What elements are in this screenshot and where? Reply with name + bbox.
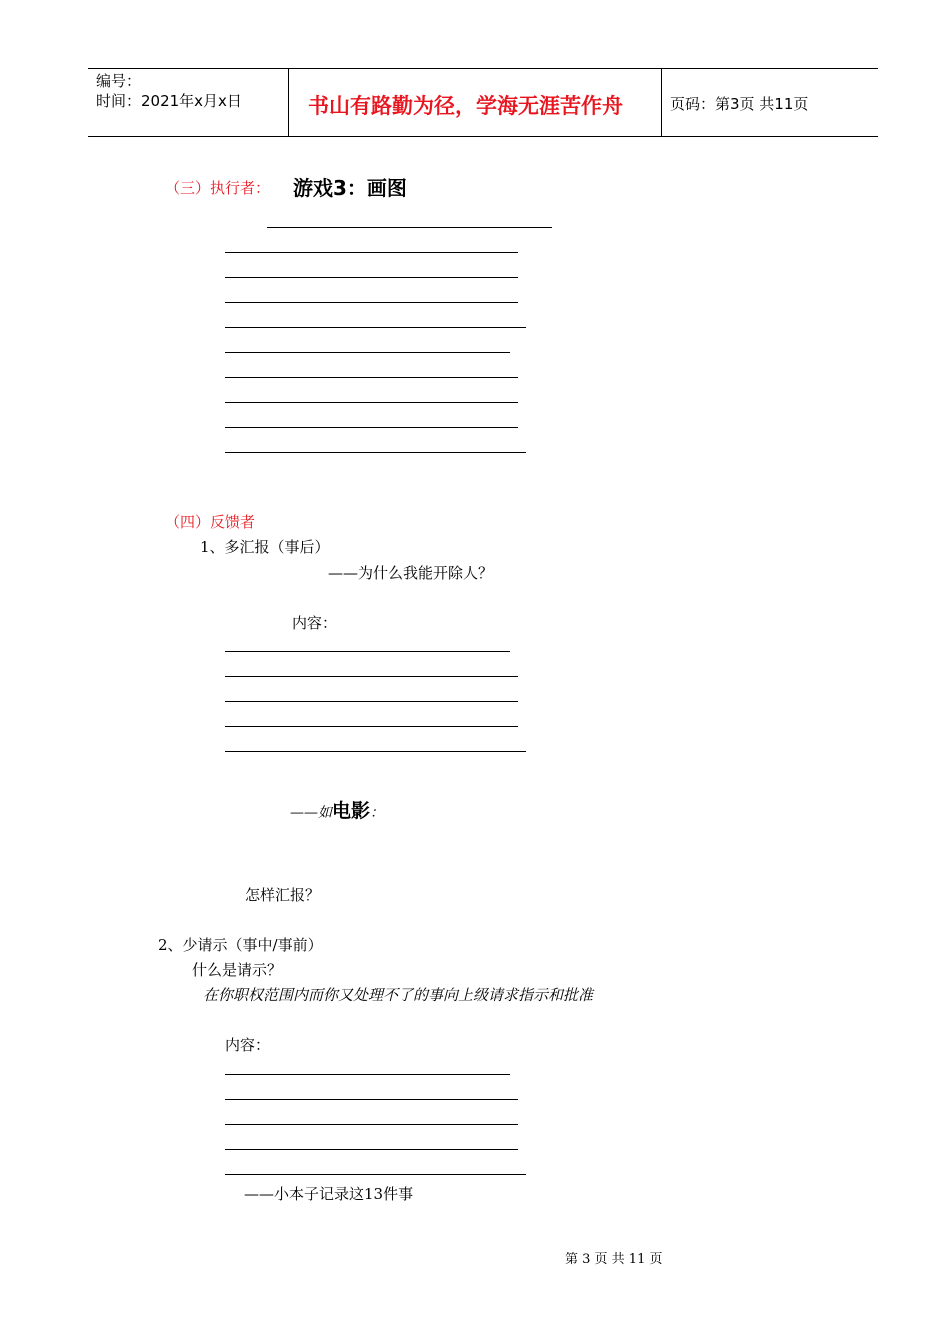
header-bottom-border xyxy=(88,136,878,137)
blank-line xyxy=(225,327,526,328)
movie-example xyxy=(290,796,384,823)
request-definition: 在你职权范围内而你又处理不了的事向上级请求指示和批准 xyxy=(203,986,594,1004)
notebook-note: ——小本子记录这13件事 xyxy=(244,1185,414,1203)
blank-line xyxy=(225,302,518,303)
blank-line xyxy=(225,277,518,278)
content-label-2: 内容： xyxy=(225,1036,271,1054)
blank-line xyxy=(225,452,526,453)
blank-line xyxy=(267,227,552,228)
header-divider-right xyxy=(661,68,662,136)
page-footer: 第 3 页 共 11 页 xyxy=(565,1252,663,1267)
blank-line xyxy=(225,1174,526,1175)
item1-subtitle: ——为什么我能开除人？ xyxy=(328,564,494,582)
what-is-request: 什么是请示？ xyxy=(192,961,283,979)
blank-line xyxy=(225,252,518,253)
blank-line xyxy=(225,726,518,727)
how-to-report: 怎样汇报？ xyxy=(245,886,321,904)
blank-line xyxy=(225,1124,518,1125)
header-motto: 书山有路勤为径，学海无涯苦作舟 xyxy=(308,94,623,118)
movie-prefix: ——如 xyxy=(290,805,332,821)
item2-heading: 2、少请示（事中/事前） xyxy=(158,936,323,954)
section3-label: （三）执行者： xyxy=(165,179,271,197)
section4-label: （四）反馈者 xyxy=(165,513,256,531)
item1-heading: 1、多汇报（事后） xyxy=(200,538,330,556)
blank-line xyxy=(225,751,526,752)
blank-line xyxy=(225,352,510,353)
header-divider-left xyxy=(288,68,289,136)
blank-line xyxy=(225,701,518,702)
document-time-label: 时间：2021年x月x日 xyxy=(96,92,242,110)
header-top-border xyxy=(88,68,878,69)
blank-line xyxy=(225,427,518,428)
blank-line xyxy=(225,402,518,403)
blank-line xyxy=(225,1099,518,1100)
document-number-label: 编号： xyxy=(96,72,142,90)
section3-title: 游戏3：画图 xyxy=(293,176,407,200)
movie-suffix: ： xyxy=(370,805,385,821)
blank-line xyxy=(225,1074,510,1075)
blank-line xyxy=(225,676,518,677)
blank-line xyxy=(225,377,518,378)
content-label-1: 内容： xyxy=(292,614,338,632)
header-page-info: 页码：第3页 共11页 xyxy=(670,95,809,113)
blank-line xyxy=(225,1149,518,1150)
movie-bold: 电影 xyxy=(332,800,371,822)
blank-line xyxy=(225,651,510,652)
